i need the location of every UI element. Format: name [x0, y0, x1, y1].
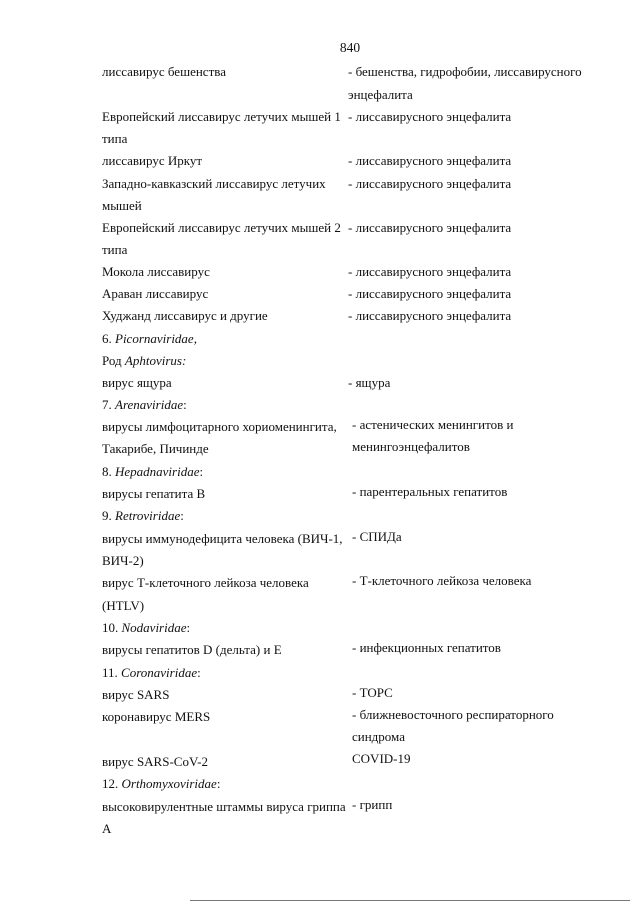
- section-heading-hepadnaviridae: [102, 464, 203, 480]
- entry-right-19: - парентеральных гепатитов: [352, 484, 508, 499]
- page-number: 840: [339, 40, 361, 55]
- section-number: 11.: [102, 665, 122, 680]
- entry-right-17: менингоэнцефалитов: [352, 439, 470, 454]
- entry-right-16: - астенических менингитов и: [352, 417, 514, 432]
- section-heading-picornaviridae: [102, 331, 197, 347]
- entry-left-22: ВИЧ-2): [102, 553, 144, 568]
- section-number: 6.: [102, 331, 115, 346]
- family-name: Retroviridae: [115, 508, 181, 523]
- entry-right-9: - лиссавирусного энцефалита: [348, 264, 512, 279]
- entry-left-26: вирусы гепатитов D (дельта) и Е: [102, 642, 282, 657]
- section-heading-nodaviridae: [102, 620, 190, 636]
- entry-right-23: - Т-клеточного лейкоза человека: [352, 573, 532, 588]
- entry-left-2: Европейский лиссавирус летучих мышей 1: [102, 109, 341, 124]
- entry-left-21: вирусы иммунодефицита человека (ВИЧ-1,: [102, 531, 343, 546]
- entry-left-5: Западно-кавказский лиссавирус летучих: [102, 176, 326, 191]
- entry-left-28: вирус SARS: [102, 687, 170, 702]
- family-name: Coronaviridae: [121, 665, 198, 680]
- entry-left-0: лиссавирус бешенства: [102, 64, 226, 79]
- colon: :: [183, 397, 187, 412]
- genus-name: Aphtovirus:: [124, 353, 187, 368]
- colon: :: [186, 620, 191, 635]
- section-heading-coronaviridae: [102, 665, 201, 681]
- entry-right-28: - ТОРС: [352, 685, 393, 700]
- entry-right-31: COVID-19: [352, 751, 411, 766]
- entry-right-5: - лиссавирусного энцефалита: [348, 176, 512, 191]
- family-name: Picornaviridae,: [115, 331, 197, 346]
- entry-left-33: высоковирулентные штаммы вируса гриппа: [102, 799, 346, 814]
- section-number: 12.: [102, 776, 122, 791]
- entry-left-4: лиссавирус Иркут: [102, 153, 203, 168]
- genus-prefix: Род: [102, 353, 125, 368]
- entry-left-17: Такарибе, Пичинде: [102, 441, 209, 456]
- entry-right-21: - СПИДа: [352, 529, 402, 544]
- entry-left-29: коронавирус MERS: [102, 709, 211, 724]
- family-name: Orthomyxoviridae: [121, 776, 217, 791]
- entry-right-10: - лиссавирусного энцефалита: [348, 286, 512, 301]
- entry-left-14: вирус ящура: [102, 375, 172, 390]
- section-heading-orthomyxoviridae: [102, 776, 220, 792]
- entry-left-16: вирусы лимфоцитарного хориоменингита,: [102, 419, 337, 434]
- entry-right-0: - бешенства, гидрофобии, лиссавирусного: [348, 64, 582, 79]
- colon: :: [180, 508, 184, 523]
- entry-right-4: - лиссавирусного энцефалита: [348, 153, 512, 168]
- entry-left-31: вирус SARS-CoV-2: [102, 754, 208, 769]
- entry-left-7: Европейский лиссавирус летучих мышей 2: [102, 220, 341, 235]
- section-number: 8.: [102, 464, 115, 479]
- entry-left-19: вирусы гепатита В: [102, 486, 206, 501]
- entry-left-9: Мокола лиссавирус: [102, 264, 210, 279]
- entry-left-34: А: [102, 821, 112, 836]
- entry-left-8: типа: [102, 242, 128, 257]
- section-number: 9.: [102, 508, 115, 523]
- family-name: Nodaviridae: [121, 620, 187, 635]
- entry-right-33: - грипп: [352, 797, 393, 812]
- entry-left-10: Араван лиссавирус: [102, 286, 209, 301]
- colon: :: [216, 776, 221, 791]
- entry-left-24: (HTLV): [102, 598, 145, 613]
- entry-right-1: энцефалита: [348, 87, 413, 102]
- entry-left-11: Худжанд лиссавирус и другие: [102, 308, 268, 323]
- family-name: Hepadnaviridae: [115, 464, 200, 479]
- entry-right-26: - инфекционных гепатитов: [352, 640, 501, 655]
- section-number: 7.: [102, 397, 115, 412]
- entry-left-3: типа: [102, 131, 128, 146]
- entry-right-30: синдрома: [352, 729, 405, 744]
- entry-left-6: мышей: [102, 198, 142, 213]
- section-number: 10.: [102, 620, 122, 635]
- entry-right-11: - лиссавирусного энцефалита: [348, 308, 512, 323]
- entry-right-7: - лиссавирусного энцефалита: [348, 220, 512, 235]
- entry-right-29: - ближневосточного респираторного: [352, 707, 554, 722]
- section-heading-arenaviridae: [102, 397, 187, 413]
- section-heading-retroviridae: [102, 508, 184, 524]
- entry-left-23: вирус Т-клеточного лейкоза человека: [102, 575, 309, 590]
- page-bottom-rule: [190, 900, 630, 901]
- entry-right-14: - ящура: [348, 375, 391, 390]
- colon: :: [199, 464, 204, 479]
- family-name: Arenaviridae: [115, 397, 184, 412]
- entry-right-2: - лиссавирусного энцефалита: [348, 109, 512, 124]
- colon: :: [197, 665, 201, 680]
- genus-heading-aphtovirus: [102, 353, 186, 369]
